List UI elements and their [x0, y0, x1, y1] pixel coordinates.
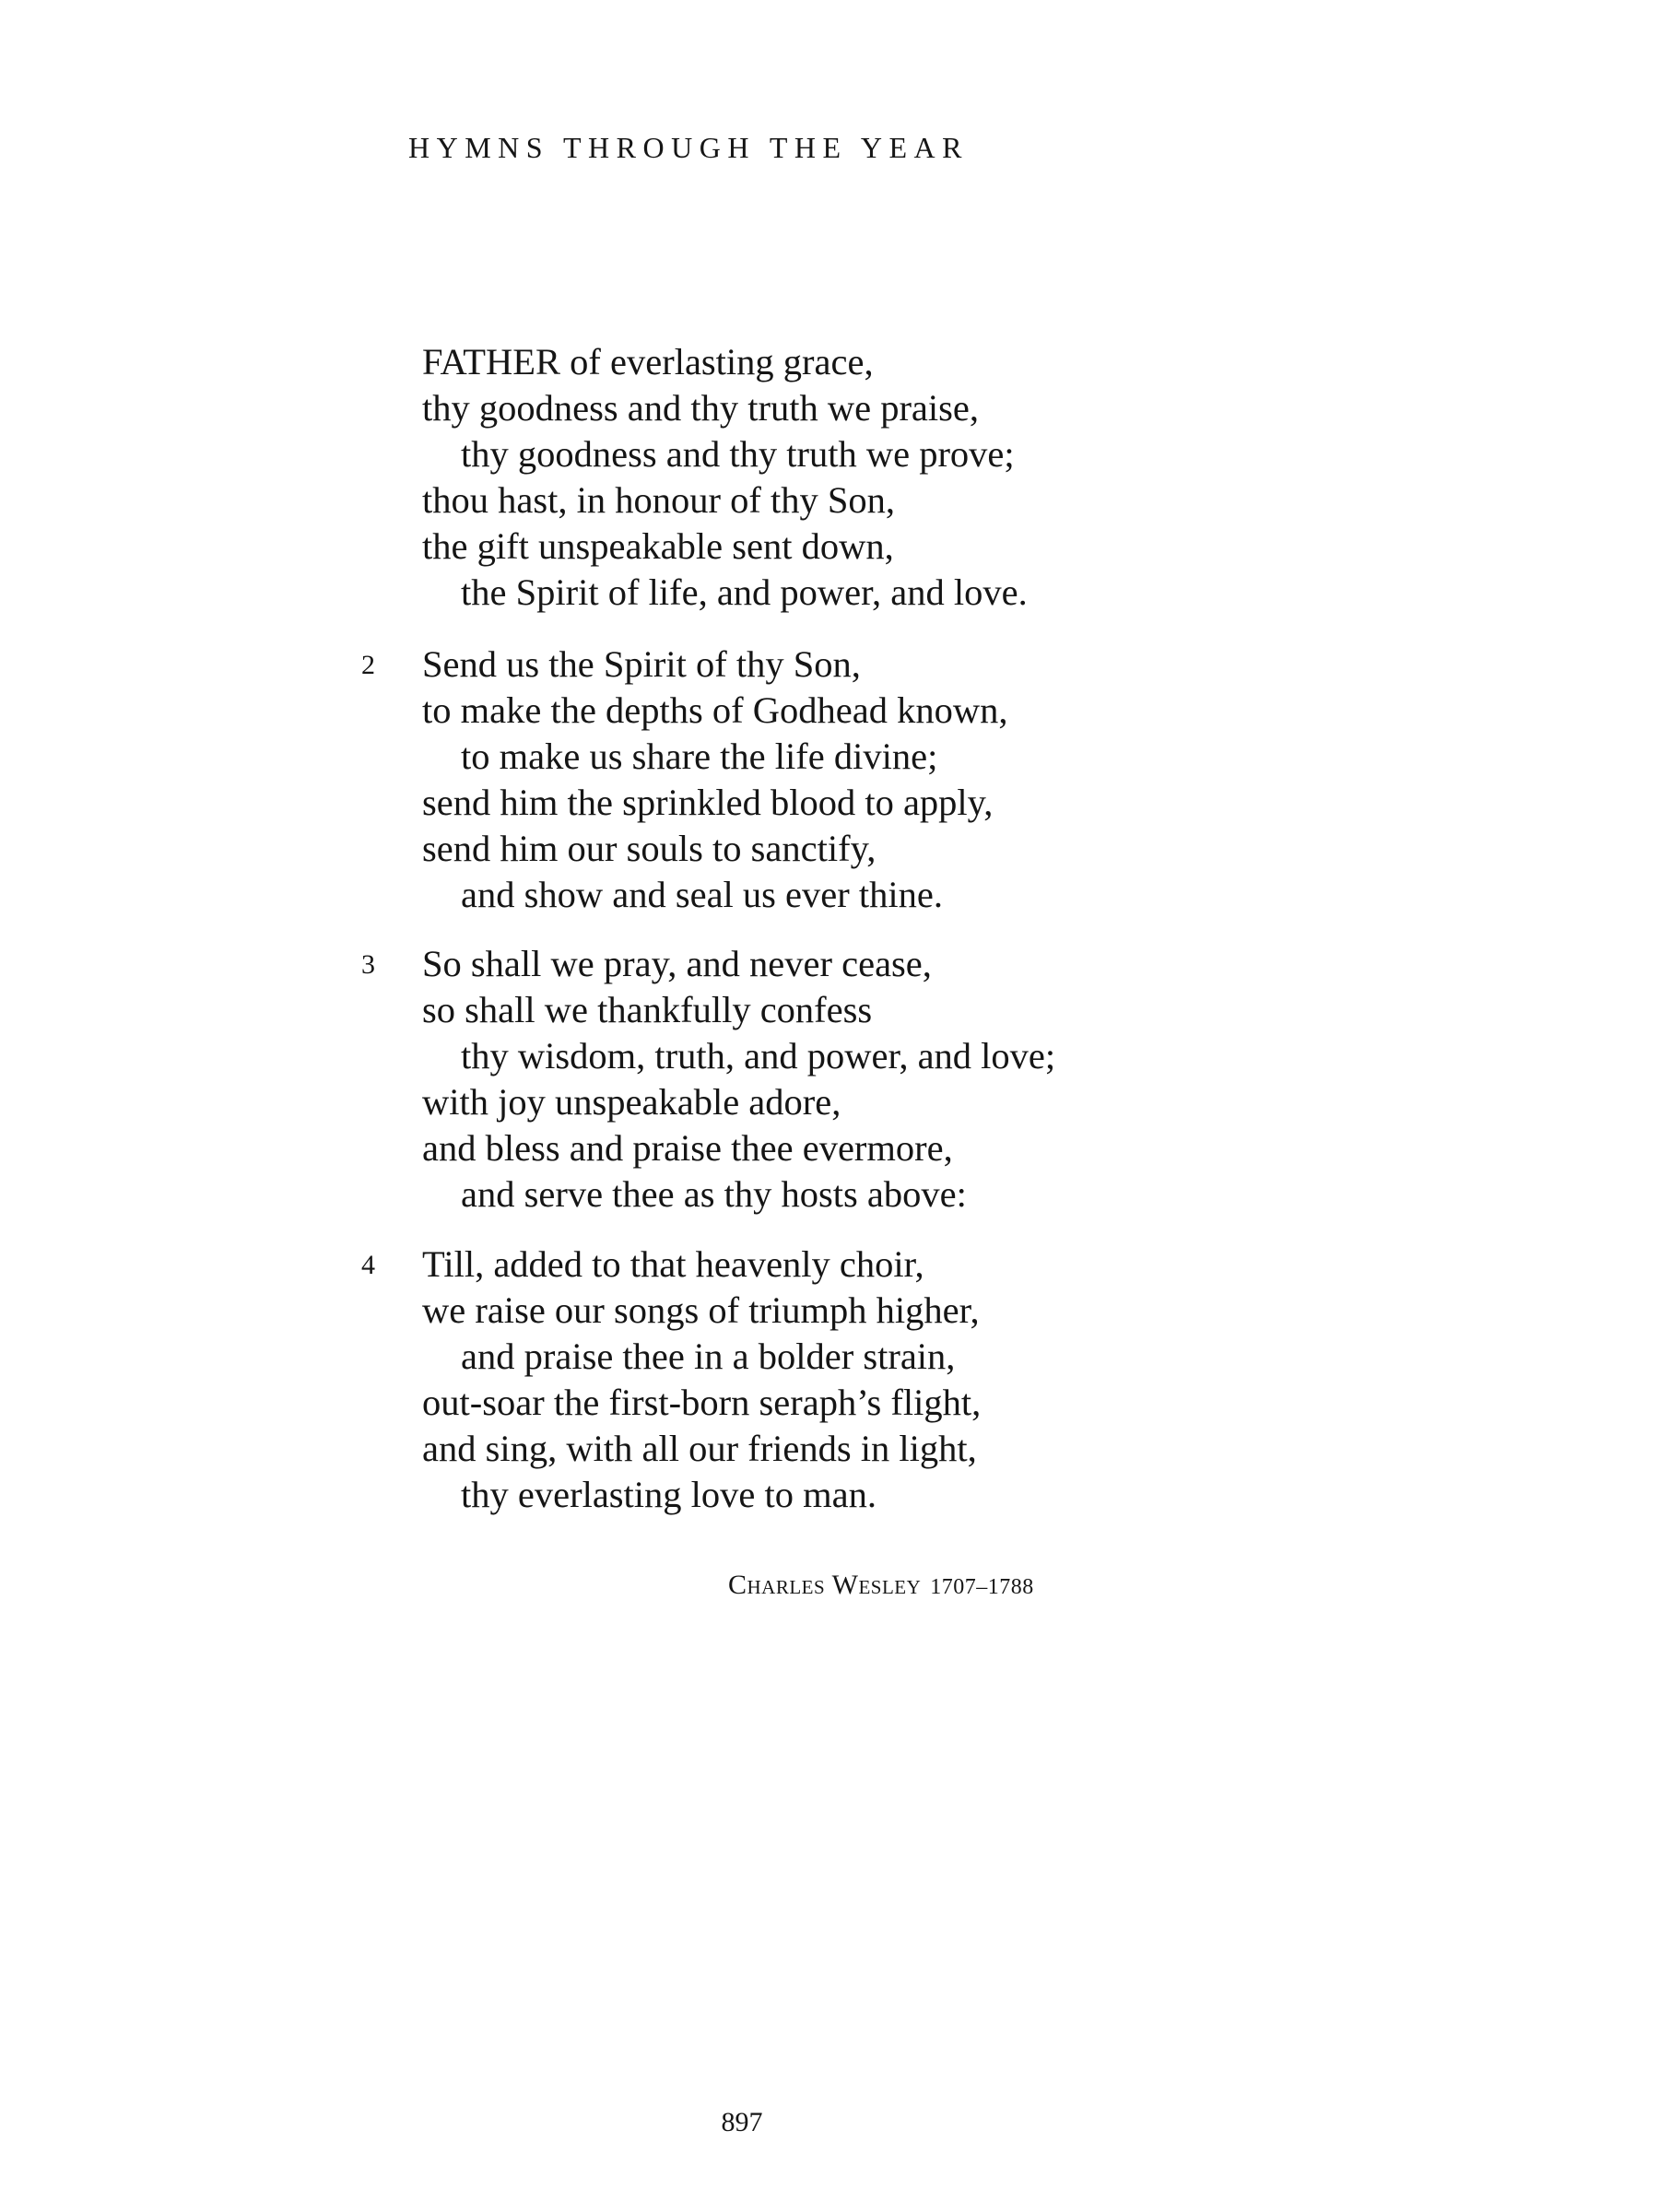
- verse-line: out-soar the first-born seraph’s flight,: [422, 1382, 982, 1423]
- verse-line: thou hast, in honour of thy Son,: [422, 479, 895, 521]
- author-name: Charles Wesley: [728, 1570, 922, 1600]
- author-dates: 1707–1788: [930, 1575, 1034, 1599]
- page-number: 897: [721, 2107, 763, 2137]
- verse-line: Till, added to that heavenly choir,: [422, 1243, 924, 1285]
- verse-line: and praise thee in a bolder strain,: [461, 1335, 956, 1377]
- verse-line: the Spirit of life, and power, and love.: [461, 571, 1028, 613]
- verse-line: the gift unspeakable sent down,: [422, 525, 894, 567]
- verse-line: we raise our songs of triumph higher,: [422, 1289, 980, 1331]
- verse-line: and bless and praise thee evermore,: [422, 1127, 953, 1169]
- verse-line: to make us share the life divine;: [461, 735, 938, 777]
- running-head: HYMNS THROUGH THE YEAR: [408, 131, 969, 164]
- verse-line: so shall we thankfully confess: [422, 989, 873, 1030]
- stanza-number: 3: [361, 949, 375, 980]
- verse-line: send him our souls to sanctify,: [422, 828, 877, 869]
- verse-line: thy everlasting love to man.: [461, 1474, 877, 1515]
- verse-line: thy goodness and thy truth we praise,: [422, 387, 980, 429]
- stanza-number: 4: [361, 1250, 375, 1280]
- verse-line: send him the sprinkled blood to apply,: [422, 782, 994, 823]
- verse-line: to make the depths of Godhead known,: [422, 689, 1008, 731]
- verse-line: So shall we pray, and never cease,: [422, 943, 932, 984]
- verse-line: with joy unspeakable adore,: [422, 1081, 841, 1123]
- verse-line: thy wisdom, truth, and power, and love;: [461, 1035, 1056, 1077]
- verse-line: and sing, with all our friends in light,: [422, 1428, 977, 1469]
- verse-line: and show and seal us ever thine.: [461, 874, 943, 915]
- attribution: [728, 1567, 1034, 1608]
- verse-line: FATHER of everlasting grace,: [422, 341, 874, 382]
- stanza-number: 2: [361, 650, 375, 680]
- verse-line: Send us the Spirit of thy Son,: [422, 643, 861, 685]
- verse-line: and serve thee as thy hosts above:: [461, 1173, 967, 1215]
- verse-line: thy goodness and thy truth we prove;: [461, 433, 1015, 475]
